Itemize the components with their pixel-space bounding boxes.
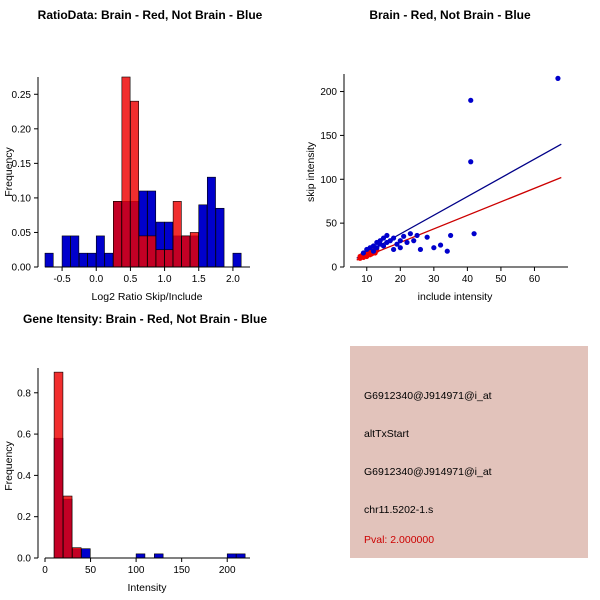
svg-text:0.2: 0.2 <box>17 512 31 524</box>
hist-ratio-title: RatioData: Brain - Red, Not Brain - Blue <box>37 8 263 22</box>
hist-ratio-xlabel: Log2 Ratio Skip/Include <box>91 291 203 302</box>
scatter-ylabel: skip intensity <box>305 141 317 203</box>
svg-text:1.0: 1.0 <box>157 274 172 285</box>
svg-text:200: 200 <box>320 87 337 99</box>
hist-gene-title: Gene Itensity: Brain - Red, Not Brain - Blue <box>22 312 268 326</box>
svg-text:0.05: 0.05 <box>11 227 31 239</box>
svg-text:40: 40 <box>461 274 473 285</box>
svg-text:0.25: 0.25 <box>11 89 31 101</box>
svg-text:10: 10 <box>361 274 373 285</box>
panel-scatter <box>300 8 600 308</box>
svg-text:1.5: 1.5 <box>191 274 206 285</box>
svg-text:0.15: 0.15 <box>11 158 31 170</box>
svg-text:100: 100 <box>320 174 337 186</box>
hist-gene-xlabel: Intensity <box>127 582 167 594</box>
scatter-xlabel: include intensity <box>417 291 493 303</box>
hist-gene-svg <box>0 326 340 594</box>
panel-hist-ratio <box>0 8 300 308</box>
svg-text:0.10: 0.10 <box>11 193 31 205</box>
info-location: chr11.5202-1.s <box>364 504 434 516</box>
svg-text:150: 150 <box>173 565 191 576</box>
info-panel <box>350 346 588 558</box>
svg-text:20: 20 <box>394 274 406 285</box>
svg-text:0.00: 0.00 <box>11 262 31 274</box>
scatter-svg <box>300 22 600 307</box>
svg-text:0.8: 0.8 <box>17 388 31 400</box>
svg-text:0.6: 0.6 <box>17 429 31 441</box>
info-pval: Pval: 2.000000 <box>364 534 435 546</box>
hist-ratio-ylabel: Frequency <box>3 147 15 197</box>
svg-text:30: 30 <box>428 274 440 285</box>
svg-text:0.4: 0.4 <box>17 470 31 482</box>
svg-text:0.20: 0.20 <box>11 124 31 136</box>
svg-text:100: 100 <box>127 565 145 576</box>
svg-text:150: 150 <box>320 130 337 142</box>
svg-text:-0.5: -0.5 <box>53 274 71 285</box>
hist-ratio-svg <box>0 22 300 302</box>
svg-text:200: 200 <box>218 565 236 576</box>
svg-text:0.0: 0.0 <box>17 553 31 565</box>
svg-text:0: 0 <box>331 262 337 274</box>
info-probe-id-2: G6912340@J914971@i_at <box>364 466 492 478</box>
svg-text:2.0: 2.0 <box>225 274 240 285</box>
svg-text:60: 60 <box>528 274 541 285</box>
svg-text:50: 50 <box>495 274 507 285</box>
hist-gene-ylabel: Frequency <box>3 441 15 491</box>
svg-text:0: 0 <box>42 565 48 576</box>
svg-text:0.5: 0.5 <box>123 274 138 285</box>
info-event-type: altTxStart <box>364 428 409 440</box>
info-probe-id: G6912340@J914971@i_at <box>364 390 492 402</box>
svg-text:50: 50 <box>84 565 97 576</box>
panel-hist-gene <box>0 312 340 600</box>
svg-text:50: 50 <box>325 218 337 230</box>
scatter-title: Brain - Red, Not Brain - Blue <box>369 8 531 22</box>
svg-text:0.0: 0.0 <box>89 274 104 285</box>
